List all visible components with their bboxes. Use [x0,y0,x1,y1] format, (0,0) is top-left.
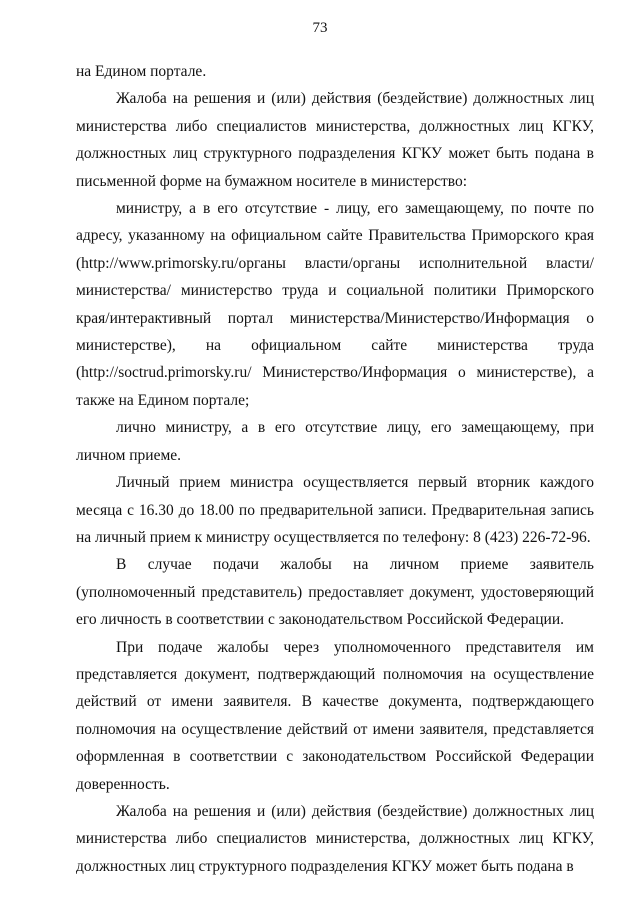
page-number: 73 [312,20,328,36]
paragraph: Жалоба на решения и (или) действия (бездействие) должностных лиц министерства либо специалистов министерства, должностных лиц КГКУ, должностных лиц структурного подразделения КГКУ может быть подана в письменной форме на бумажном носителе в министерство: [76,90,594,190]
paragraph: При подаче жалобы через уполномоченного представителя им представляется документ, подтверждающий полномочия на осуществление действий от имени заявителя. В качестве документа, подтверждающего полномочия на осуществление действий от имени заявителя, представляется оформленная в соответствии с законодательством Российской Федерации доверенность. [76,638,594,793]
paragraph: В случае подачи жалобы на личном приеме заявитель (уполномоченный представитель) предоставляет документ, удостоверяющий его личность в соответствии с законодательством Российской Федерации. [76,556,594,629]
paragraph: на Едином портале. [76,63,207,80]
document-body [76,58,594,880]
paragraph: Личный прием министра осуществляется первый вторник каждого месяца с 16.30 до 18.00 по предварительной записи. Предварительная запись на личный прием к министру осуществляется по телефону: 8 (423) 226-72-96. [76,474,594,546]
paragraph: министру, а в его отсутствие - лицу, его замещающему, по почте по адресу, указанному на официальном сайте Правительства Приморского края (http://www.primorsky.ru/органы власти/органы исполнительной власти/ министерства/ министерство труда и социальной политики Приморского края/интерактивный портал министерства/Министерство/Информация о министерстве), на официальном сайте министерства труда (http://soctrud.primorsky.ru/ Министерство/Информация о министерстве), а также на Едином портале; [76,200,594,409]
paragraph: лично министру, а в его отсутствие лицу, его замещающему, при личном приеме. [76,419,594,464]
paragraph: Жалоба на решения и (или) действия (бездействие) должностных лиц министерства либо специалистов министерства, должностных лиц КГКУ, должностных лиц структурного подразделения КГКУ может быть подана в [76,802,594,875]
